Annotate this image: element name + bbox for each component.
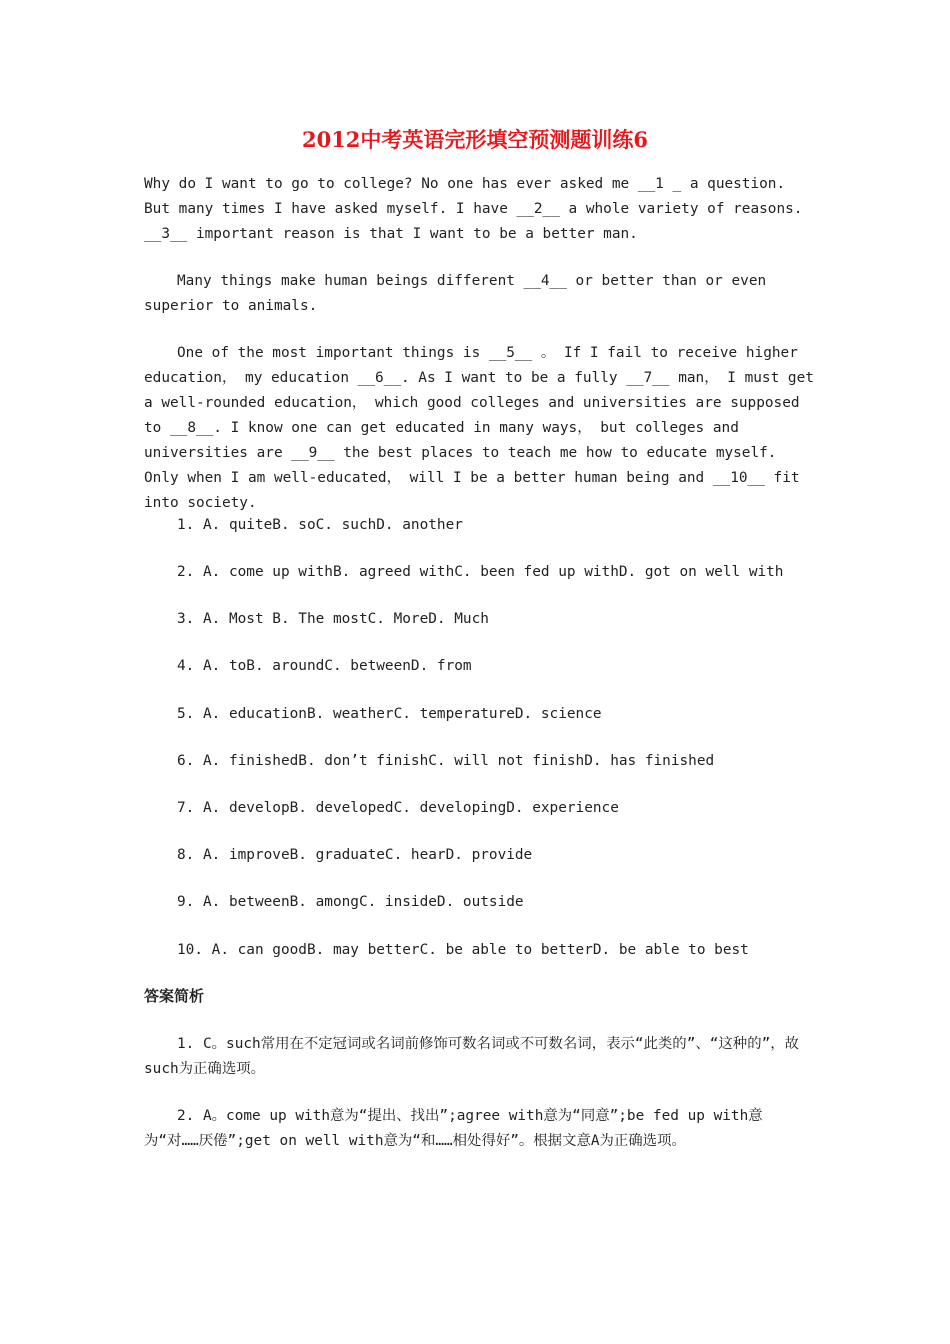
option-line-1: 1. A. quiteB. soC. suchD. another xyxy=(177,517,463,533)
option-line-3: 3. A. Most B. The mostC. MoreD. Much xyxy=(177,611,489,627)
answer-2: 2. A。come up with意为“提出、找出”;agree with意为“同意”;be fed up with意为“对……厌倦”;get on well with意为“和……相处得好”。根据文意A为正确选项。 xyxy=(144,1108,763,1149)
option-line-6: 6. A. finishedB. don’t finishC. will not finishD. has finished xyxy=(177,753,715,769)
option-line-2: 2. A. come up withB. agreed withC. been fed up withD. got on well with xyxy=(177,564,784,580)
option-line-10: 10. A. can goodB. may betterC. be able to betterD. be able to best xyxy=(177,942,749,958)
option-line-8: 8. A. improveB. graduateC. hearD. provide xyxy=(177,847,533,863)
option-line-5: 5. A. educationB. weatherC. temperatureD. science xyxy=(177,706,602,722)
option-line-7: 7. A. developB. developedC. developingD. experience xyxy=(177,800,619,816)
passage-paragraph-1: Why do I want to go to college? No one has ever asked me __1 _ a question. But many times I have asked myself. I have __2__ a whole variety of reasons. __3__ important reason is that I want to be a better man. xyxy=(144,176,812,242)
passage-paragraph-2: Many things make human beings different __4__ or better than or even superior to animals. xyxy=(144,273,775,314)
option-line-4: 4. A. toB. aroundC. betweenD. from xyxy=(177,658,472,674)
answer-1: 1. C。such常用在不定冠词或名词前修饰可数名词或不可数名词，表示“此类的”、“这种的”，故such为正确选项。 xyxy=(144,1036,800,1077)
passage-paragraph-3: One of the most important things is __5__ 。 If I fail to receive higher education， my education __6__. As I want to be a fully __7__ man， I must get a well-rounded education， which good colleges and universities are supposed to __8__. I know one can get educated in many ways， but colleges and universities are __9__ the best places to teach me how to educate myself. Only when I am well-educated， will I be a better human being and __10__ fit into society. xyxy=(144,345,823,511)
option-line-9: 9. A. betweenB. amongC. insideD. outside xyxy=(177,894,524,910)
answer-heading: 答案简析 xyxy=(144,987,205,1005)
document-title: 2012中考英语完形填空预测题训练6 xyxy=(301,127,649,152)
